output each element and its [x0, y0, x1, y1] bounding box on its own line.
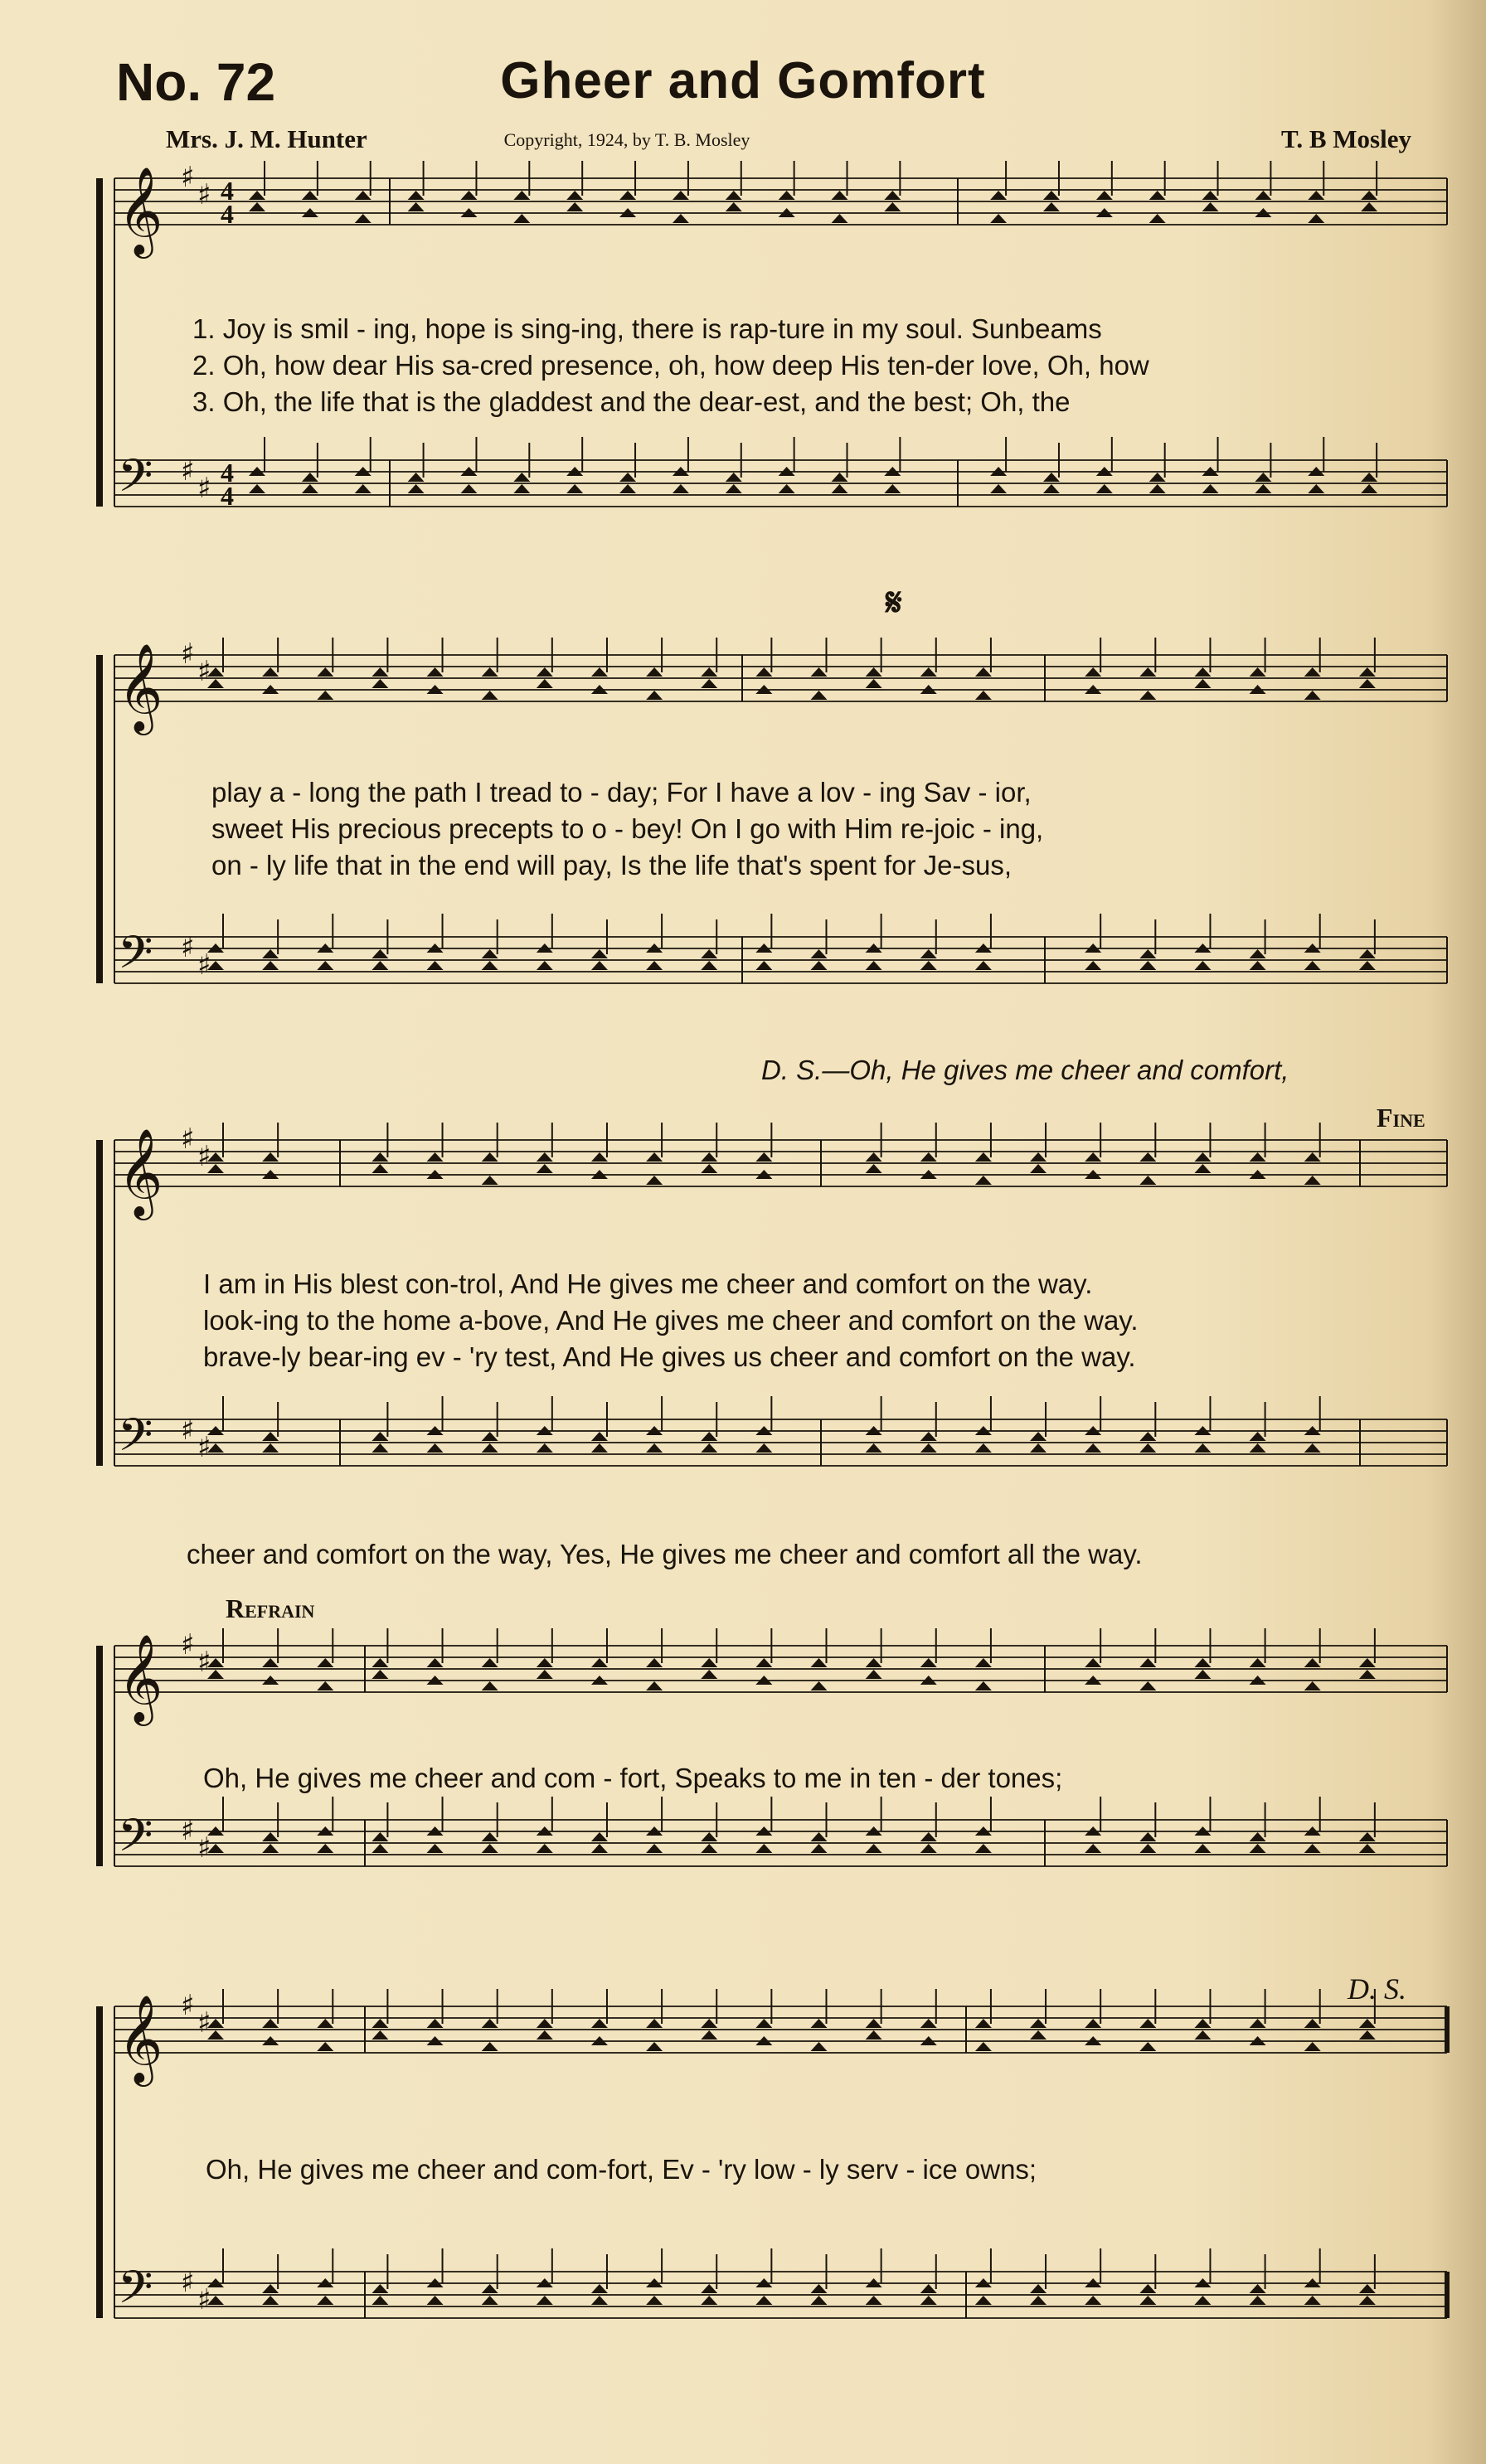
segno-sign: 𝄋: [886, 581, 902, 623]
svg-text:♯: ♯: [181, 1814, 195, 1847]
grand-staff: [91, 0, 1455, 2388]
svg-text:4: 4: [221, 176, 234, 206]
svg-text:♯: ♯: [181, 1628, 195, 1661]
svg-text:♯: ♯: [197, 1646, 211, 1679]
svg-text:♯: ♯: [197, 2006, 211, 2040]
ds-marking: D. S.: [1348, 1972, 1406, 2006]
ds-lyric: D. S.—Oh, He gives me cheer and comfort,: [761, 1055, 1289, 1085]
svg-text:4: 4: [221, 199, 234, 229]
lyric-verse-2: 2. Oh, how dear His sa-cred presence, oh, how deep His ten-der love, Oh, how: [192, 350, 1149, 381]
svg-text:♯: ♯: [197, 1140, 211, 1173]
lyric-verse-1: play a - long the path I tread to - day; For I have a lov - ing Sav - ior,: [211, 777, 1032, 808]
svg-text:♯: ♯: [197, 655, 211, 688]
bass-clef-icon: 𝄢: [118, 2261, 153, 2325]
svg-text:♯: ♯: [197, 948, 211, 982]
bass-clef-icon: 𝄢: [118, 1409, 153, 1472]
svg-text:♯: ♯: [197, 178, 211, 211]
svg-text:♯: ♯: [181, 1123, 195, 1156]
svg-text:4: 4: [221, 458, 234, 487]
refrain-label: Refrain: [226, 1593, 315, 1623]
svg-text:♯: ♯: [197, 472, 211, 505]
lyric-verse-3: 3. Oh, the life that is the gladdest and the dear-est, and the best; Oh, the: [192, 386, 1071, 417]
lyric-refrain: Oh, He gives me cheer and com - fort, Speaks to me in ten - der tones;: [203, 1763, 1063, 1793]
lyric-verse-1: 1. Joy is smil - ing, hope is sing-ing, there is rap-ture in my soul. Sunbeams: [192, 313, 1102, 344]
svg-text:♯: ♯: [181, 1414, 195, 1447]
svg-text:♯: ♯: [197, 2283, 211, 2316]
svg-text:♯: ♯: [181, 454, 195, 487]
svg-text:♯: ♯: [181, 638, 195, 671]
treble-clef-icon: 𝄞: [118, 166, 163, 255]
ds-lyric: cheer and comfort on the way, Yes, He gives me cheer and comfort all the way.: [187, 1539, 1143, 1569]
lyric-verse-1: I am in His blest con-trol, And He gives me cheer and comfort on the way.: [203, 1268, 1093, 1299]
treble-clef-icon: 𝄞: [118, 643, 163, 731]
svg-text:♯: ♯: [181, 161, 195, 194]
lyric-refrain: Oh, He gives me cheer and com-fort, Ev - 'ry low - ly serv - ice owns;: [206, 2154, 1037, 2185]
treble-clef-icon: 𝄞: [118, 1128, 163, 1216]
lyric-verse-2: look-ing to the home a-bove, And He gives me cheer and comfort on the way.: [203, 1305, 1139, 1336]
treble-clef-icon: 𝄞: [118, 1633, 163, 1722]
treble-clef-icon: 𝄞: [118, 1994, 163, 2083]
svg-text:♯: ♯: [197, 1831, 211, 1865]
bass-clef-icon: 𝄢: [118, 1809, 153, 1873]
svg-text:♯: ♯: [181, 931, 195, 964]
lyric-verse-3: on - ly life that in the end will pay, Is the life that's spent for Je-sus,: [211, 850, 1012, 880]
svg-text:4: 4: [221, 481, 234, 511]
bass-clef-icon: 𝄢: [118, 449, 153, 513]
svg-text:♯: ♯: [197, 1431, 211, 1464]
bass-clef-icon: 𝄢: [118, 926, 153, 990]
hymn-number: No. 72: [116, 52, 276, 112]
lyricist-credit: Mrs. J. M. Hunter: [166, 124, 367, 153]
hymn-title: Gheer and Gomfort: [500, 52, 986, 109]
svg-text:♯: ♯: [181, 2266, 195, 2299]
composer-credit: T. B Mosley: [1281, 124, 1411, 153]
svg-text:♯: ♯: [181, 1989, 195, 2022]
fine-marking: Fine: [1377, 1103, 1425, 1133]
lyric-verse-2: sweet His precious precepts to o - bey! On I go with Him re-joic - ing,: [211, 813, 1044, 844]
copyright-notice: Copyright, 1924, by T. B. Mosley: [503, 129, 750, 150]
music-system: [91, 0, 1455, 2388]
lyric-verse-3: brave-ly bear-ing ev - 'ry test, And He gives us cheer and comfort on the way.: [203, 1341, 1136, 1372]
